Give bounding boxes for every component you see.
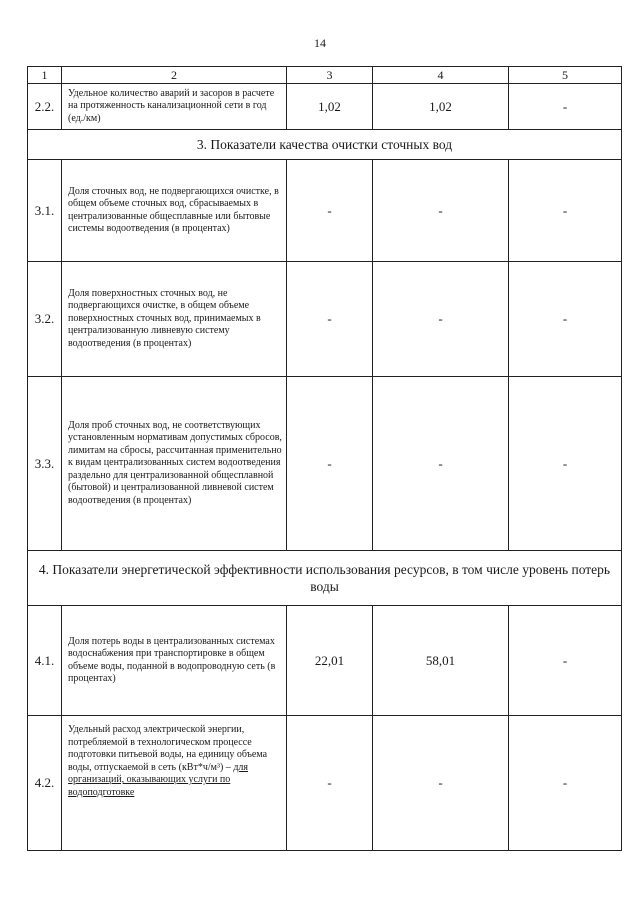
table-row-3-1 bbox=[28, 160, 622, 262]
row-description-main: Удельный расход электрической энергии, потребляемой в технологическом процессе подготовки питьевой воды, на единицу объема воды, отпускаемой в сеть (кВт*ч/м³) – bbox=[68, 724, 268, 773]
value-col-5: - bbox=[509, 606, 622, 716]
table-row-4-1 bbox=[28, 606, 622, 716]
value-col-3: 22,01 bbox=[287, 606, 373, 716]
table-row-3-3 bbox=[28, 377, 622, 551]
row-description bbox=[62, 716, 287, 851]
row-description-underlined: для организаций, оказывающих услуги по водоподготовке bbox=[68, 761, 248, 798]
row-description: Доля проб сточных вод, не соответствующих установленным нормативам допустимых сбросов, лимитам на сбросы, рассчитанная применительно к видам централизованных систем водоотведения раздельно для централизованной общесплавной (бытовой) и централизованной ливневой систем водоотведения (в процентах) bbox=[62, 377, 287, 551]
section-4-header-row bbox=[28, 551, 622, 606]
value-col-5: - bbox=[509, 262, 622, 377]
value-col-5: - bbox=[509, 716, 622, 851]
value-col-4: - bbox=[373, 716, 509, 851]
column-header-4: 4 bbox=[373, 67, 509, 84]
row-description: Удельное количество аварий и засоров в расчете на протяженность канализационной сети в год (ед./км) bbox=[62, 84, 287, 130]
value-col-3: - bbox=[287, 377, 373, 551]
column-header-5: 5 bbox=[509, 67, 622, 84]
table-row-4-2 bbox=[28, 716, 622, 851]
value-col-5: - bbox=[509, 84, 622, 130]
row-number: 3.3. bbox=[28, 377, 62, 551]
value-col-4: - bbox=[373, 160, 509, 262]
section-4-title: 4. Показатели энергетической эффективности использования ресурсов, в том числе уровень потерь воды bbox=[28, 551, 622, 606]
column-header-3: 3 bbox=[287, 67, 373, 84]
table-header-row bbox=[28, 67, 622, 84]
row-description: Доля сточных вод, не подвергающихся очистке, в общем объеме сточных вод, сбрасываемых в централизованные общесплавные или бытовые системы водоотведения (в процентах) bbox=[62, 160, 287, 262]
row-number: 4.2. bbox=[28, 716, 62, 851]
value-col-5: - bbox=[509, 160, 622, 262]
value-col-4: - bbox=[373, 377, 509, 551]
section-3-title: 3. Показатели качества очистки сточных вод bbox=[28, 130, 622, 160]
table-row-2-2 bbox=[28, 84, 622, 130]
row-description: Доля поверхностных сточных вод, не подвергающихся очистке, в общем объеме поверхностных сточных вод, принимаемых в централизованную ливневую систему водоотведения (в процентах) bbox=[62, 262, 287, 377]
value-col-4: 58,01 bbox=[373, 606, 509, 716]
value-col-3: - bbox=[287, 716, 373, 851]
page-number: 14 bbox=[314, 36, 326, 50]
row-number: 3.1. bbox=[28, 160, 62, 262]
value-col-5: - bbox=[509, 377, 622, 551]
row-number: 3.2. bbox=[28, 262, 62, 377]
row-number: 4.1. bbox=[28, 606, 62, 716]
column-header-2: 2 bbox=[62, 67, 287, 84]
section-3-header-row bbox=[28, 130, 622, 160]
value-col-3: - bbox=[287, 160, 373, 262]
column-header-1: 1 bbox=[28, 67, 62, 84]
value-col-4: 1,02 bbox=[373, 84, 509, 130]
value-col-3: 1,02 bbox=[287, 84, 373, 130]
table-row-3-2 bbox=[28, 262, 622, 377]
row-description: Доля потерь воды в централизованных системах водоснабжения при транспортировке в общем объеме воды, поданной в водопроводную сеть (в процентах) bbox=[62, 606, 287, 716]
value-col-4: - bbox=[373, 262, 509, 377]
indicators-table bbox=[27, 66, 622, 851]
row-number: 2.2. bbox=[28, 84, 62, 130]
value-col-3: - bbox=[287, 262, 373, 377]
